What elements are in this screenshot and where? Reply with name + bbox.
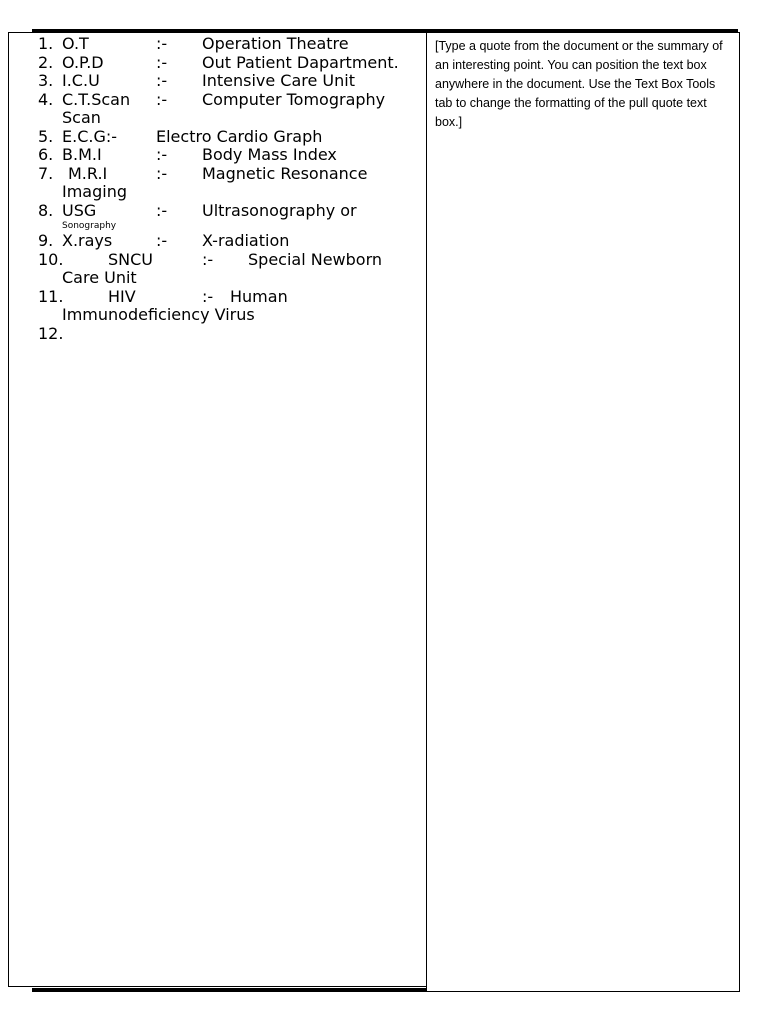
item-separator: :- xyxy=(202,249,214,269)
item-separator: :- xyxy=(156,34,168,53)
item-abbreviation: SNCU xyxy=(108,249,154,269)
item-meaning: Intensive Care Unit xyxy=(202,71,355,90)
item-separator: :- xyxy=(156,52,168,72)
list-item xyxy=(38,128,423,147)
list-item xyxy=(38,232,423,251)
item-continuation: Immunodeficiency Virus xyxy=(62,305,255,324)
list-item xyxy=(38,91,423,110)
item-number: 1. xyxy=(38,34,54,53)
item-number: 2. xyxy=(38,52,54,72)
item-separator: :- xyxy=(156,163,168,183)
item-meaning: Electro Cardio Graph xyxy=(156,126,323,146)
item-meaning: Computer Tomography xyxy=(202,89,386,109)
list-item-continuation xyxy=(38,269,423,288)
item-meaning: Body Mass Index xyxy=(202,145,337,164)
item-separator: :- xyxy=(156,89,168,109)
item-number: 11. xyxy=(38,286,64,306)
list-item-continuation xyxy=(38,183,423,202)
item-meaning: Special Newborn xyxy=(248,249,383,269)
item-meaning: Out Patient Dapartment. xyxy=(202,52,399,72)
item-continuation: Scan xyxy=(62,108,101,127)
item-separator: :- xyxy=(156,231,168,250)
item-abbreviation: HIV xyxy=(108,286,136,306)
list-item xyxy=(38,202,423,221)
list-item xyxy=(38,165,423,184)
item-abbreviation: USG xyxy=(62,200,97,220)
list-item xyxy=(38,288,423,307)
list-item xyxy=(38,35,423,54)
list-item-continuation xyxy=(38,109,423,128)
item-number: 3. xyxy=(38,71,54,90)
item-abbreviation: O.P.D xyxy=(62,52,104,72)
list-item xyxy=(38,146,423,165)
item-separator: :- xyxy=(202,286,214,306)
list-item-continuation xyxy=(38,306,423,325)
item-abbreviation: E.C.G:- xyxy=(62,126,118,146)
item-abbreviation: M.R.I xyxy=(68,163,108,183)
item-number: 10. xyxy=(38,249,64,269)
item-abbreviation: C.T.Scan xyxy=(62,89,131,109)
item-number: 7. xyxy=(38,163,54,183)
item-continuation: Imaging xyxy=(62,182,128,201)
item-number: 8. xyxy=(38,200,54,220)
item-meaning: Human xyxy=(230,286,288,306)
item-separator: :- xyxy=(156,200,168,220)
list-item xyxy=(38,54,423,73)
item-meaning: X-radiation xyxy=(202,231,290,250)
list-item xyxy=(38,72,423,91)
item-number: 12. xyxy=(38,323,64,343)
item-separator: :- xyxy=(156,71,168,90)
list-item xyxy=(38,325,423,344)
item-abbreviation: B.M.I xyxy=(62,145,102,164)
item-number: 5. xyxy=(38,126,54,146)
item-abbreviation: I.C.U xyxy=(62,71,100,90)
pull-quote-text-box[interactable] xyxy=(426,32,740,992)
item-meaning: Magnetic Resonance xyxy=(202,163,368,183)
item-abbreviation: X.rays xyxy=(62,231,113,250)
bottom-border-rule xyxy=(32,988,430,992)
item-small-note: Sonography xyxy=(62,221,117,231)
pull-quote-text: [Type a quote from the document or the summary of an interesting point. You can position the text box anywhere in the document. Use the Text Box Tools tab to change the formatting of the pull quote text box.] xyxy=(435,39,723,129)
abbreviation-list xyxy=(38,35,423,343)
list-item xyxy=(38,251,423,270)
item-meaning: Ultrasonography or xyxy=(202,200,357,220)
item-abbreviation: O.T xyxy=(62,34,89,53)
item-number: 6. xyxy=(38,145,54,164)
item-meaning: Operation Theatre xyxy=(202,34,349,53)
item-separator: :- xyxy=(156,145,168,164)
item-number: 9. xyxy=(38,231,54,250)
item-continuation: Care Unit xyxy=(62,268,137,287)
item-number: 4. xyxy=(38,89,54,109)
